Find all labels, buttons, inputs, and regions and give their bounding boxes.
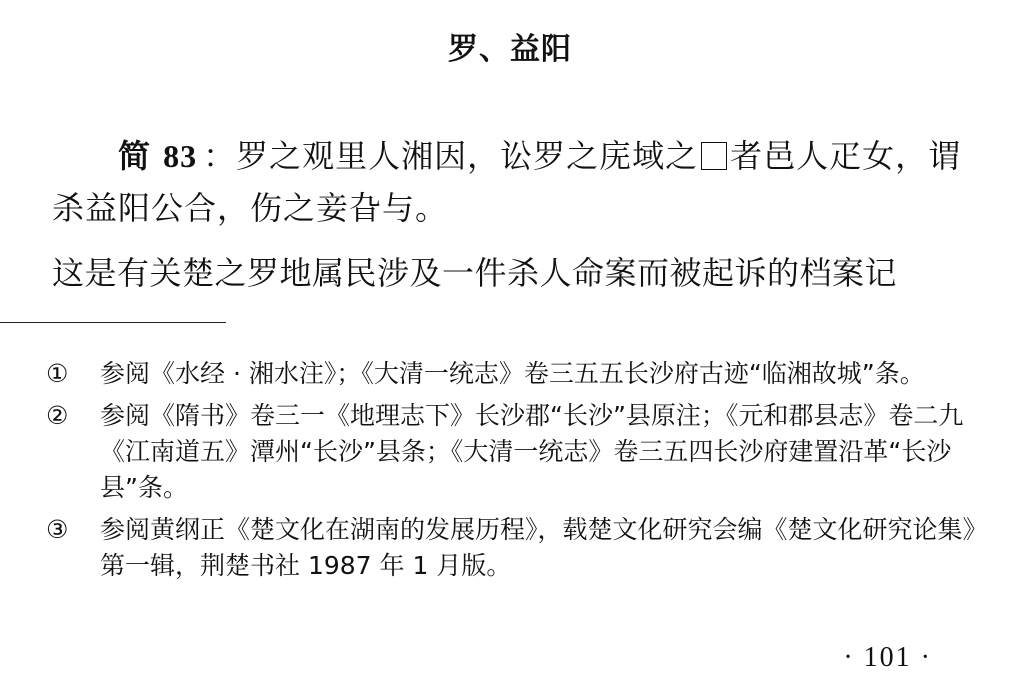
section-title: 罗、益阳 (448, 32, 572, 67)
missing-character-box (701, 142, 727, 170)
footnote-2 (46, 398, 978, 506)
footnote-marker: ② (46, 401, 69, 430)
commentary-line: 这是有关楚之罗地属民涉及一件杀人命案而被起诉的档案记 (52, 254, 898, 292)
slip-paragraph (52, 130, 977, 234)
footnote-text: 参阅《水经 · 湘水注》；《大清一统志》卷三五五长沙府古迹“临湘故城”条。 (100, 359, 925, 388)
footnotes (46, 356, 978, 590)
page-number: · 101 · (843, 642, 932, 673)
footnote-marker: ① (46, 359, 69, 388)
footnote-text: 参阅《隋书》卷三一《地理志下》长沙郡“长沙”县原注；《元和郡县志》卷二九《江南道五》潭州“长沙”县条；《大清一统志》卷三五四长沙府建置沿革“长沙县”条。 (100, 401, 964, 502)
footnote-1 (46, 356, 978, 392)
slip-label-text: 简 (118, 137, 152, 175)
footnote-3 (46, 512, 978, 584)
slip-number: 83 (163, 138, 198, 174)
slip-text-after-box: 者邑人疋女，谓杀益阳公合，伤之妾旮与。 (52, 137, 962, 227)
footnote-text: 参阅黄纲正《楚文化在湖南的发展历程》，载楚文化研究会编《楚文化研究论集》第一辑，荆楚书社 1987 年 1 月版。 (100, 515, 976, 580)
slip-text-before-box: ：罗之观里人湘因，讼罗之庑域之 (203, 137, 699, 175)
footnote-separator-rule (0, 322, 226, 323)
slip-label (118, 137, 197, 175)
footnote-marker: ③ (46, 515, 69, 544)
